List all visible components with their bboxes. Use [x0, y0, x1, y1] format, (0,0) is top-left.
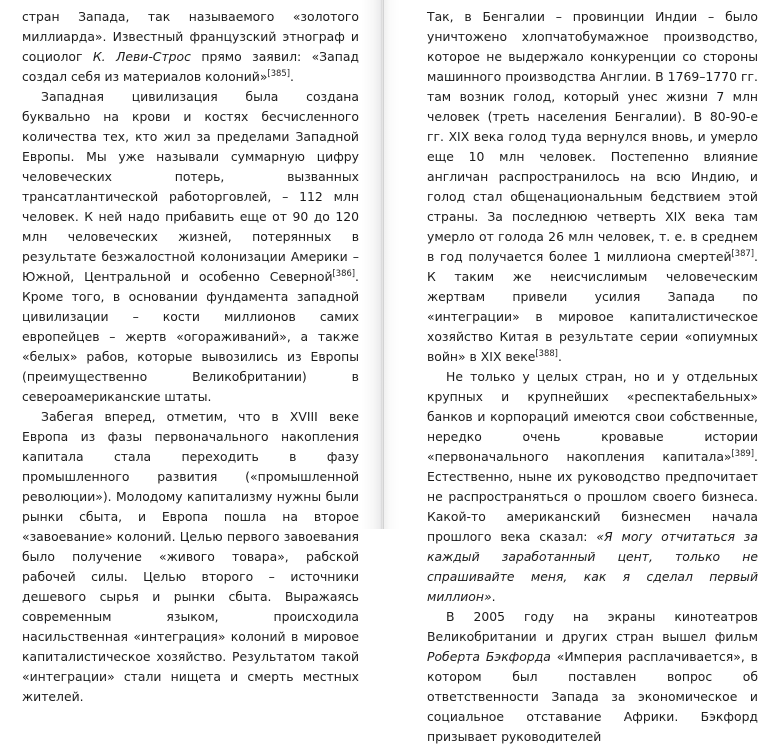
body-text: . — [557, 349, 562, 364]
body-text: Забегая вперед, отметим, что в XVIII веке Европа из фазы первоначального накопления капитала стала переходить в фазу промышленного развития («промышленной революции»). Молодому капитализму нужны были рынки сбыта, и Европа пошла на второе «завоевание» колоний. Целью первого завоевания было получение «живого товара», рабской рабочей силы. Целью второго – источники дешевого сырья и рынки сбыта. Выражаясь современным языком, происходила насильственная «интеграция» колоний в мировое капиталистическое хозяйство. Результатом такой «интеграции» стали нищета и смерть местных жителей. — [22, 409, 359, 704]
body-text: . Кроме того, в основании фундамента западной цивилизации – кости миллионов самих европейцев – жертв «огораживаний», а также «белых» рабов, которые вывозились из Европы (преимущественно Великобритании) в североамериканские штаты. — [22, 269, 359, 404]
body-text: Не только у целых стран, но и у отдельных крупных и крупнейших «респектабельных» банков и корпораций имеются свои собственные, нередко очень кровавые истории «первоначального накопления капитала» — [427, 369, 758, 464]
italic-text: «Я могу отчитаться за каждый заработанный цент, только не спрашивайте меня, как я сделал первый миллион» — [427, 529, 758, 604]
body-text: . К таким же неисчислимым человеческим жертвам привели усилия Запада по «интеграции» в мировое капиталистическое хозяйство Китая в результате серии «опиумных войн» в XIX веке — [427, 249, 758, 364]
paragraph — [427, 607, 758, 747]
italic-text: Роберта Бэкфорда — [427, 649, 551, 664]
body-text: Так, в Бенгалии – провинции Индии – было уничтожено хлопчатобумажное производство, которое не выдержало конкуренции со стороны машинного производства Англии. В 1769–1770 гг. там возник голод, который унес жизни 7 млн человек (треть населения Бенгалии). В 80-90-е гг. XIX века голод туда вернулся вновь, и умерло еще 10 млн человек. Постепенно влияние англичан распространилось на всю Индию, и голод стал общенациональным бедствием этой страны. За последнюю четверть XIX века там умерло от голода 26 млн человек, т. е. в среднем в год получается более 1 миллиона смертей — [427, 9, 758, 264]
footnote-reference[interactable]: [386] — [332, 268, 356, 278]
paragraph — [22, 87, 359, 407]
body-text: Западная цивилизация была создана буквально на крови и костях бесчисленного количества тех, кто жил за пределами Западной Европы. Мы уже называли суммарную цифру человеческих потерь, вызванных трансатлантической работорговлей, – 112 млн человек. К ней надо прибавить еще от 90 до 120 млн человеческих жизней, потерянных в результате безжалостной колонизации Америки – Южной, Центральной и особенно Северной — [22, 89, 359, 284]
paragraph — [427, 367, 758, 607]
footnote-reference[interactable]: [388] — [535, 348, 558, 358]
left-page — [0, 0, 380, 704]
paragraph — [22, 407, 359, 707]
left-page-text-column — [22, 7, 359, 707]
body-text: «Империя расплачивается», в котором был поставлен вопрос об ответственности Запада за экономическое и социальное отставание Африки. Бэкфорд призывает руководителей — [427, 649, 758, 744]
paragraph — [22, 7, 359, 87]
body-text: . Естественно, ныне их руководство предпочитает не распространяться о прошлом своего бизнеса. Какой-то американский бизнесмен начала прошлого века сказал: — [427, 449, 758, 544]
italic-text: К. Леви-Строс — [92, 49, 191, 64]
body-text: стран Запада, так называемого «золотого миллиарда». Известный французский этнограф и социолог — [22, 9, 359, 64]
footnote-reference[interactable]: [389] — [731, 448, 755, 458]
page-gutter-line — [383, 0, 384, 529]
footnote-reference[interactable]: [385] — [267, 68, 290, 78]
body-text: . — [289, 69, 294, 84]
body-text: . — [491, 589, 496, 604]
body-text: прямо заявил: «Запад создал себя из материалов колоний» — [22, 49, 359, 84]
right-page — [398, 0, 778, 744]
body-text: В 2005 году на экраны кинотеатров Великобритании и других стран вышел фильм — [427, 609, 758, 644]
paragraph — [427, 7, 758, 367]
footnote-reference[interactable]: [387] — [731, 248, 755, 258]
right-page-text-column — [427, 7, 758, 747]
